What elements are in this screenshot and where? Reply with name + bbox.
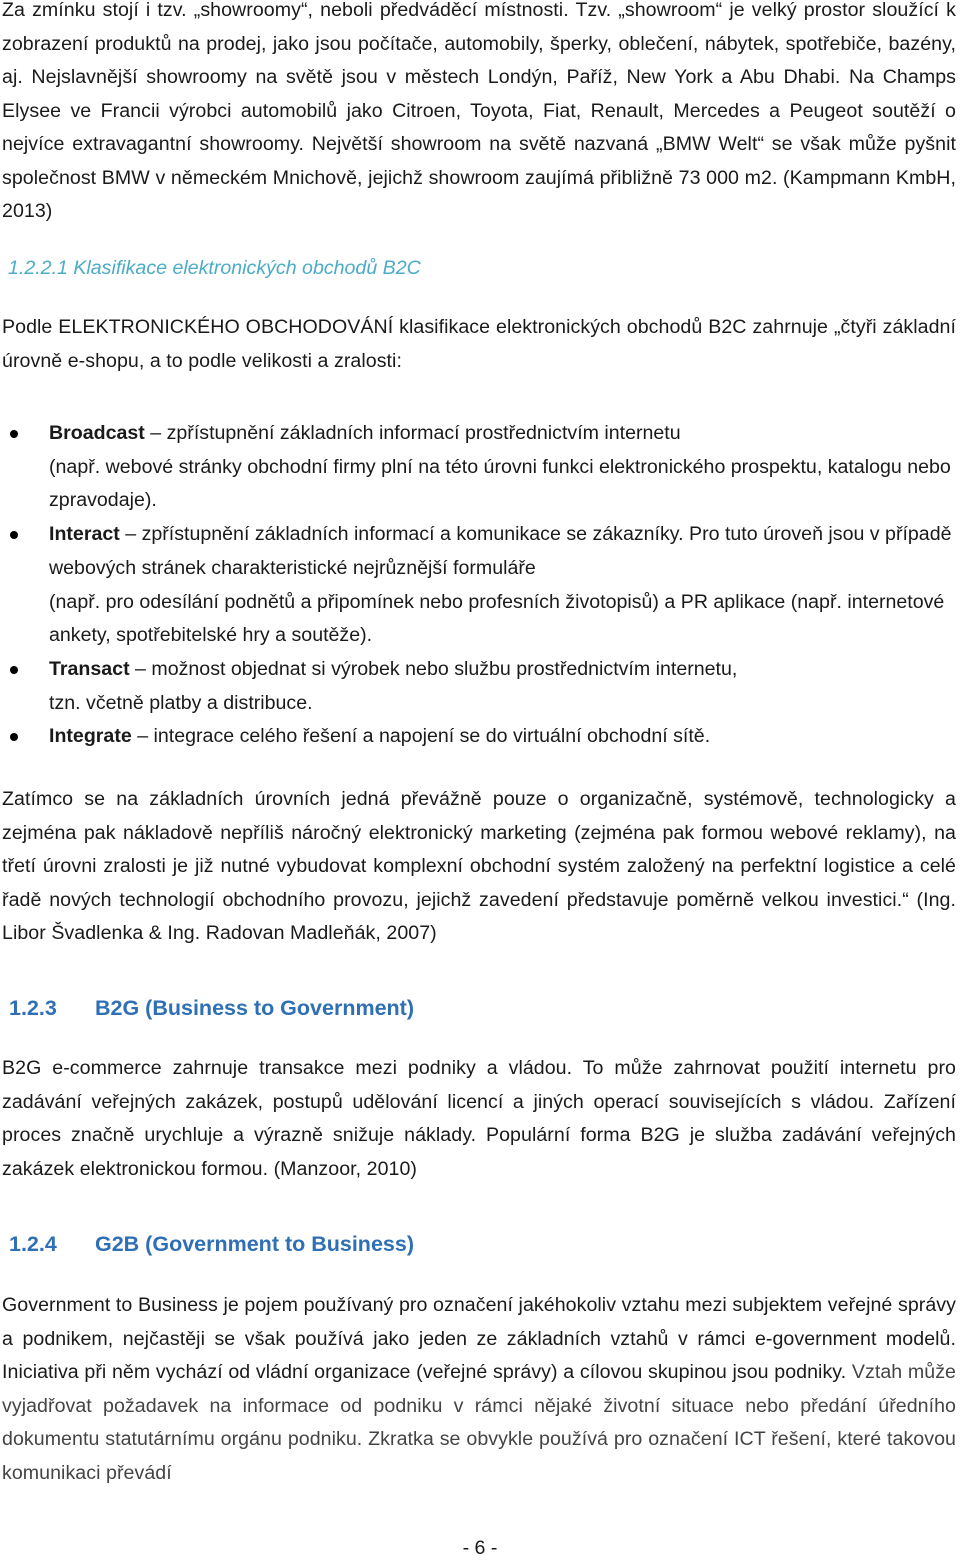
list-item-broadcast [2, 417, 956, 518]
g2b-paragraph [2, 1289, 956, 1490]
bullet-icon [10, 666, 18, 674]
list-item-transact [2, 653, 956, 720]
b2c-classification-heading: 1.2.2.1 Klasifikace elektronických obchodů B2C [8, 257, 421, 279]
section-title: G2B (Government to Business) [95, 1232, 414, 1256]
bullet-icon [10, 733, 18, 741]
bullet-text: – integrace celého řešení a napojení se do virtuální obchodní sítě. [131, 725, 711, 748]
list-item-interact [2, 518, 956, 653]
bullet-text: – zpřístupnění základních informací a komunikace se zákazníky. Pro tuto úroveň jsou v případě webových stránek charakteristické nejrůznější formuláře [49, 523, 952, 579]
bullet-term: Transact [49, 657, 130, 680]
b2c-closing-paragraph: Zatímco se na základních úrovních jedná převážně pouze o organizačně, systémově, technologicky a zejména pak nákladově nepříliš náročný elektronický marketing (zejména pak formou webové reklamy), na třetí úrovni zralosti je již nutné vybudovat komplexní obchodní systém založený na perfektní logistice a celé řadě nových technologií obchodního provozu, jejichž zavedení představuje poměrně velkou investici.“ (Ing. Libor Švadlenka & Ing. Radovan Madleňák, 2007) [2, 788, 956, 944]
intro-paragraph: Za zmínku stojí i tzv. „showroomy“, neboli předváděcí místnosti. Tzv. „showroom“ je velký prostor sloužící k zobrazení produktů na prodej, jako jsou počítače, automobily, šperky, oblečení, nábytek, spotřebiče, bazény, aj. Nejslavnější showroomy na světě jsou v městech Londýn, Paříž, New York a Abu Dhabi. Na Champs Elysee ve Francii výrobci automobilů jako Citroen, Toyota, Fiat, Renault, Mercedes a Peugeot soutěží o nejvíce extravagantní showroomy. Největší showroom na světě nazvaná „BMW Welt“ se však může pyšnit společnost BMW v německém Mnichově, jejichž showroom zaujímá přibližně 73 000 m2. (Kampmann KmbH, 2013) [2, 0, 956, 222]
section-number: 1.2.3 [9, 996, 57, 1020]
bullet-term: Interact [49, 523, 120, 546]
bullet-text: – zpřístupnění základních informací prostřednictvím internetu [144, 422, 681, 444]
bullet-icon [10, 531, 18, 539]
bullet-continuation: tzn. včetně platby a distribuce. [49, 691, 313, 714]
b2c-levels-list [2, 417, 956, 754]
section-title: B2G (Business to Government) [95, 996, 414, 1020]
b2g-heading [9, 993, 414, 1023]
bullet-continuation: (např. pro odesílání podnětů a připomínek nebo profesních životopisů) a PR aplikace (např. internetové ankety, spotřebitelské hry a soutěže). [49, 590, 945, 647]
section-number: 1.2.4 [9, 1232, 57, 1256]
b2c-intro-paragraph: Podle ELEKTRONICKÉHO OBCHODOVÁNÍ klasifikace elektronických obchodů B2C zahrnuje „čtyři základní úrovně e-shopu, a to podle velikosti a zralosti: [2, 316, 956, 372]
g2b-heading [9, 1229, 414, 1259]
bullet-continuation: (např. webové stránky obchodní firmy plní na této úrovni funkci elektronického prospektu, katalogu nebo zpravodaje). [49, 455, 951, 512]
bullet-term: Broadcast [49, 422, 145, 444]
bullet-icon [10, 430, 18, 438]
g2b-paragraph-tail: Vztah může vyjadřovat požadavek na informace od podniku v rámci nějaké životní situace nebo předání úředního dokumentu statutárnímu orgánu podniku. Zkratka se obvykle používá pro označení ICT řešení, které takovou komunikaci převádí [2, 1361, 956, 1484]
g2b-paragraph-main: Government to Business je pojem používaný pro označení jakéhokoliv vztahu mezi subjektem veřejné správy a podnikem, nejčastěji se však používá jako jeden ze základních vztahů v rámci e-government modelů. Iniciativa při něm vychází od vládní organizace (veřejné správy) a cílovou skupinou jsou podniky. [2, 1294, 956, 1383]
page-number: - 6 - [462, 1537, 498, 1559]
list-item-integrate [2, 720, 956, 754]
bullet-text: – možnost objednat si výrobek nebo službu prostřednictvím internetu, [129, 657, 738, 680]
b2g-paragraph: B2G e-commerce zahrnuje transakce mezi podniky a vládou. To může zahrnovat použití internetu pro zadávání veřejných zakázek, postupů udělování licencí a jiných operací souvisejících s vládou. Zařízení proces značně urychluje a výrazně snižuje náklady. Populární forma B2G je služba zadávání veřejných zakázek elektronickou formou. (Manzoor, 2010) [2, 1057, 956, 1180]
bullet-term: Integrate [49, 725, 132, 748]
